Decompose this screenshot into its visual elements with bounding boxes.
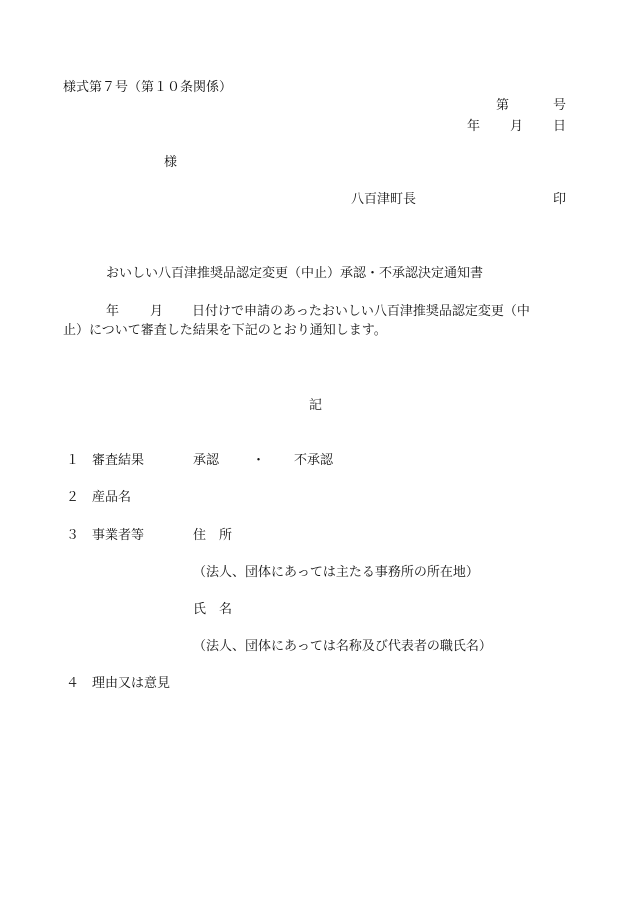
doc-number-suffix: 号 xyxy=(553,98,567,113)
form-number: 様式第７号（第１０条関係） xyxy=(63,80,233,95)
item3-label: 事業者等 xyxy=(92,528,145,543)
date-day: 日 xyxy=(553,119,567,134)
item2-number: ２ xyxy=(66,490,80,505)
item1-approve: 承認 xyxy=(193,453,220,468)
date-year: 年 xyxy=(467,119,481,134)
address-note: （法人、団体にあっては主たる事務所の所在地） xyxy=(193,565,479,580)
body-year: 年 xyxy=(106,304,120,319)
address-label: 住 所 xyxy=(193,528,233,543)
body-line2: 止）について審査した結果を下記のとおり通知します。 xyxy=(63,323,387,338)
body-line1: 日付けで申請のあったおいしい八百津推奨品認定変更（中 xyxy=(192,304,530,319)
name-note: （法人、団体にあっては名称及び代表者の職氏名） xyxy=(193,639,492,654)
seal-mark: 印 xyxy=(553,192,567,207)
item3-number: ３ xyxy=(66,528,80,543)
addressee-honorific: 様 xyxy=(164,155,178,170)
doc-number-label: 第 xyxy=(496,98,510,113)
ki-heading: 記 xyxy=(309,398,323,413)
item1-reject: 不承認 xyxy=(294,453,334,468)
sender-title: 八百津町長 xyxy=(351,192,417,207)
body-month: 月 xyxy=(150,304,164,319)
date-month: 月 xyxy=(510,119,524,134)
document-title: おいしい八百津推奨品認定変更（中止）承認・不承認決定通知書 xyxy=(106,266,484,281)
item4-label: 理由又は意見 xyxy=(92,676,171,691)
name-label: 氏 名 xyxy=(193,602,233,617)
item1-separator: ・ xyxy=(252,453,266,468)
item1-label: 審査結果 xyxy=(92,453,145,468)
item4-number: ４ xyxy=(66,676,80,691)
item1-number: １ xyxy=(66,453,80,468)
item2-label: 産品名 xyxy=(92,490,132,505)
